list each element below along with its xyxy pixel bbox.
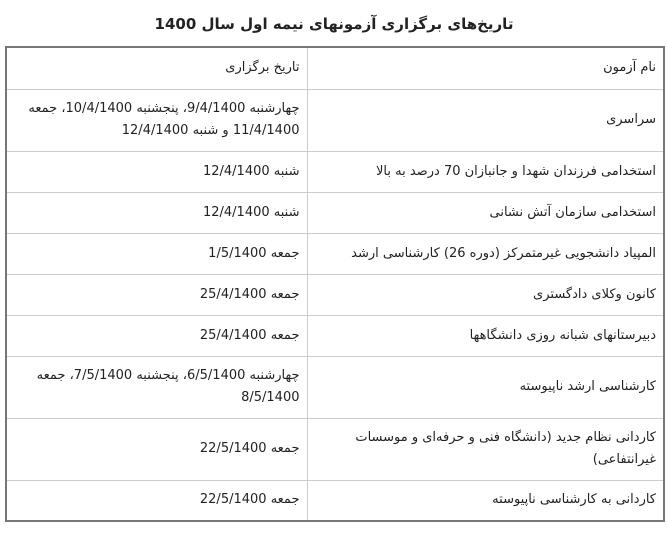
table-header-row	[6, 47, 664, 89]
exam-date-cell: شنبه 12/4/1400	[6, 151, 307, 192]
exam-name-cell: کارشناسی ارشد ناپیوسته	[307, 356, 664, 418]
table-row	[6, 418, 664, 480]
exam-name-cell: استخدامی فرزندان شهدا و جانبازان 70 درصد به بالا	[307, 151, 664, 192]
exam-date-cell: چهارشنبه 9/4/1400، پنجشنبه 10/4/1400، جمعه 11/4/1400 و شنبه 12/4/1400	[6, 89, 307, 151]
table-row	[6, 356, 664, 418]
exam-date-cell: جمعه 25/4/1400	[6, 315, 307, 356]
exam-name-cell: کانون وکلای دادگستری	[307, 274, 664, 315]
table-row	[6, 315, 664, 356]
table-row	[6, 151, 664, 192]
table-row	[6, 480, 664, 521]
exam-date-cell: جمعه 22/5/1400	[6, 480, 307, 521]
exam-date-cell: جمعه 25/4/1400	[6, 274, 307, 315]
exam-name-cell: کاردانی نظام جدید (دانشگاه فنی و حرفه‌ای و موسسات غیرانتفاعی)	[307, 418, 664, 480]
header-exam-name: نام آزمون	[307, 47, 664, 89]
exam-name-cell: کاردانی به کارشناسی ناپیوسته	[307, 480, 664, 521]
exam-name-cell: استخدامی سازمان آتش نشانی	[307, 192, 664, 233]
table-row	[6, 192, 664, 233]
table-row	[6, 233, 664, 274]
header-exam-date: تاریخ برگزاری	[6, 47, 307, 89]
page-title: تاریخ‌های برگزاری آزمونهای نیمه اول سال 1400	[154, 15, 514, 33]
exam-schedule-table	[5, 46, 665, 522]
exam-date-cell: جمعه 1/5/1400	[6, 233, 307, 274]
exam-name-cell: المپیاد دانشجویی غیرمتمرکز (دوره 26) کارشناسی ارشد	[307, 233, 664, 274]
exam-date-cell: چهارشنبه 6/5/1400، پنجشنبه 7/5/1400، جمعه 8/5/1400	[6, 356, 307, 418]
exam-name-cell: دبیرستانهای شبانه روزی دانشگاهها	[307, 315, 664, 356]
table-row	[6, 89, 664, 151]
exam-name-cell: سراسری	[307, 89, 664, 151]
exam-date-cell: شنبه 12/4/1400	[6, 192, 307, 233]
exam-date-cell: جمعه 22/5/1400	[6, 418, 307, 480]
table-row	[6, 274, 664, 315]
